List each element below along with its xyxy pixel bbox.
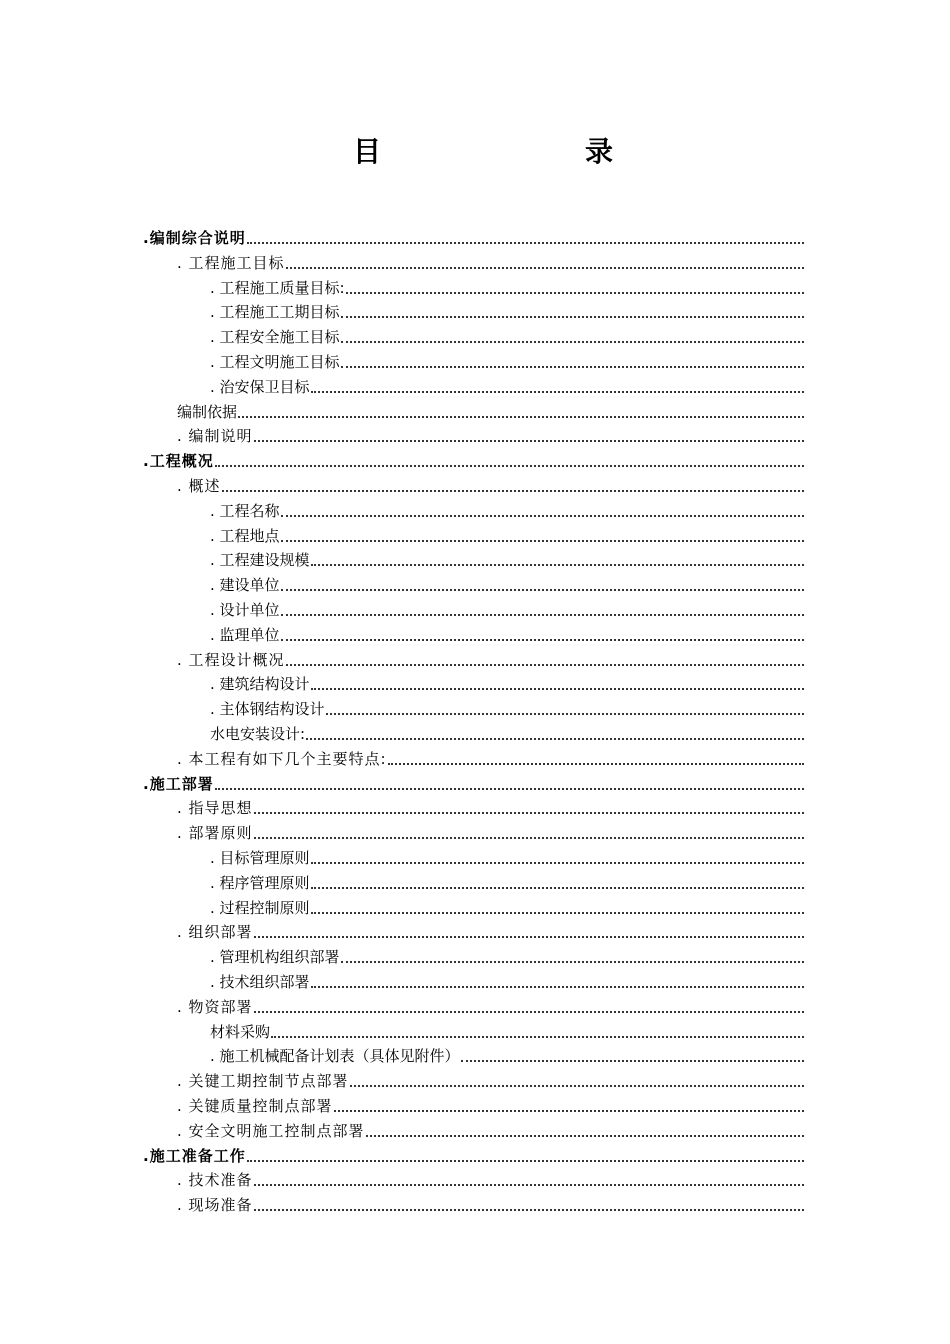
toc-entry-label: . 工程施工目标	[177, 253, 285, 272]
toc-entry[interactable]	[143, 1142, 804, 1167]
toc-entry-label: . 建筑结构设计	[210, 675, 310, 694]
toc-entry[interactable]	[177, 993, 804, 1018]
toc-entry[interactable]	[177, 794, 804, 819]
toc-entry[interactable]	[210, 1042, 804, 1067]
toc-entry[interactable]	[210, 894, 804, 919]
toc-entry-label: . 监理单位	[210, 625, 280, 644]
toc-entry[interactable]	[177, 422, 804, 447]
toc-entry-label: . 管理机构组织部署	[210, 948, 340, 967]
dot-leader	[254, 1011, 804, 1013]
dot-leader	[311, 391, 804, 393]
dot-leader	[247, 242, 804, 244]
toc-entry-label: . 工程地点	[210, 526, 280, 545]
toc-entry-label: . 关键工期控制节点部署	[177, 1072, 349, 1091]
toc-entry[interactable]	[143, 770, 804, 795]
toc-entry-label: . 编制说明	[177, 427, 253, 446]
toc-entry[interactable]	[210, 968, 804, 993]
toc-entry[interactable]	[210, 274, 804, 299]
toc-entry[interactable]	[177, 1117, 804, 1142]
dot-leader	[311, 986, 804, 988]
dot-leader	[350, 1085, 804, 1087]
dot-leader	[254, 1184, 804, 1186]
dot-leader	[366, 1135, 804, 1137]
toc-entry-label: . 概述	[177, 477, 221, 495]
dot-leader	[341, 961, 804, 963]
toc-entry-label: . 工程施工工期目标	[210, 303, 340, 322]
toc-entry-label: . 关键质量控制点部署	[177, 1097, 333, 1115]
toc-entry-label: . 治安保卫目标	[210, 377, 310, 396]
dot-leader	[281, 639, 804, 641]
dot-leader	[247, 1160, 804, 1162]
toc-entry-label: . 部署原则	[177, 824, 253, 843]
dot-leader	[281, 614, 804, 616]
toc-entry[interactable]	[210, 1018, 804, 1043]
dot-leader	[254, 837, 804, 839]
dot-leader	[311, 688, 804, 690]
toc-entry[interactable]	[210, 522, 804, 547]
toc-entry-label: .施工准备工作	[143, 1146, 246, 1165]
dot-leader	[306, 738, 804, 740]
dot-leader	[215, 465, 804, 467]
dot-leader	[222, 490, 804, 492]
toc-entry[interactable]	[177, 1191, 804, 1216]
dot-leader	[311, 862, 804, 864]
toc-entry[interactable]	[210, 298, 804, 323]
toc-entry[interactable]	[177, 918, 804, 943]
dot-leader	[281, 540, 804, 542]
toc-entry[interactable]	[210, 695, 804, 720]
page-title: 目 录	[352, 135, 701, 168]
dot-leader	[254, 812, 804, 814]
toc-entry[interactable]	[210, 844, 804, 869]
toc-entry-label: . 工程设计概况	[177, 650, 285, 669]
dot-leader	[286, 664, 804, 666]
dot-leader	[311, 912, 804, 914]
toc-entry-label: . 组织部署	[177, 923, 253, 942]
toc-entry[interactable]	[210, 571, 804, 596]
toc-entry[interactable]	[143, 224, 804, 249]
toc-entry-label: . 物资部署	[177, 997, 253, 1016]
toc-entry-label: . 过程控制原则	[210, 898, 310, 917]
dot-leader	[461, 1060, 804, 1062]
toc-entry[interactable]	[210, 546, 804, 571]
dot-leader	[254, 440, 804, 442]
dot-leader	[215, 788, 804, 790]
toc-entry-label: .编制综合说明	[143, 229, 246, 247]
toc-entry-label: . 工程安全施工目标	[210, 328, 340, 347]
toc-entry-label: . 主体钢结构设计	[210, 700, 325, 719]
toc-entry-label: . 技术准备	[177, 1171, 253, 1190]
toc-entry[interactable]	[210, 670, 804, 695]
dot-leader	[341, 341, 804, 343]
toc-entry-label: .施工部署	[143, 774, 214, 793]
toc-entry[interactable]	[210, 373, 804, 398]
toc-entry-label: . 工程施工质量目标:	[210, 278, 345, 297]
dot-leader	[286, 267, 804, 269]
toc-entry-label: 编制依据	[177, 402, 238, 421]
dot-leader	[238, 416, 804, 418]
toc-entry-label: 水电安装设计:	[210, 725, 306, 743]
dot-leader	[388, 763, 804, 765]
toc-entry[interactable]	[210, 943, 804, 968]
toc-entry-label: . 程序管理原则	[210, 873, 310, 892]
toc-entry[interactable]	[177, 1092, 804, 1117]
toc-entry-label: . 指导思想	[177, 799, 253, 818]
toc-entry[interactable]	[177, 398, 804, 423]
dot-leader	[334, 1110, 804, 1112]
dot-leader	[281, 589, 804, 591]
toc-entry[interactable]	[210, 869, 804, 894]
toc-entry-label: . 工程文明施工目标	[210, 353, 340, 371]
toc-entry[interactable]	[210, 323, 804, 348]
toc-entry[interactable]	[177, 1166, 804, 1191]
toc-entry[interactable]	[177, 1067, 804, 1092]
toc-entry[interactable]	[177, 819, 804, 844]
toc-entry[interactable]	[177, 745, 804, 770]
toc-entry-label: . 施工机械配备计划表（具体见附件）	[210, 1047, 460, 1066]
dot-leader	[346, 292, 804, 294]
toc-entry-label: .工程概况	[143, 452, 214, 471]
toc-entry-label: 材料采购	[210, 1022, 271, 1041]
dot-leader	[341, 316, 804, 318]
toc-entry[interactable]	[210, 621, 804, 646]
toc-entry[interactable]	[210, 348, 804, 373]
dot-leader	[254, 1209, 804, 1211]
toc-entry-label: . 设计单位	[210, 601, 280, 619]
toc-entry[interactable]	[177, 646, 804, 671]
dot-leader	[311, 564, 804, 566]
toc-entry[interactable]	[210, 596, 804, 621]
toc-entry-label: . 现场准备	[177, 1196, 253, 1215]
toc-entry-label: . 工程名称	[210, 501, 280, 520]
toc-entry-label: . 工程建设规模	[210, 551, 310, 570]
dot-leader	[271, 1036, 804, 1038]
toc-entry-label: . 目标管理原则	[210, 849, 310, 867]
toc-entry-label: . 本工程有如下几个主要特点:	[177, 749, 387, 768]
toc-entry-label: . 安全文明施工控制点部署	[177, 1121, 365, 1140]
dot-leader	[326, 713, 804, 715]
toc-entry[interactable]	[210, 497, 804, 522]
toc-entry[interactable]	[210, 720, 804, 745]
toc-entry-label: . 技术组织部署	[210, 973, 310, 991]
toc-entry[interactable]	[177, 249, 804, 274]
dot-leader	[341, 366, 804, 368]
dot-leader	[311, 887, 804, 889]
toc-entry[interactable]	[143, 447, 804, 472]
toc-entry-label: . 建设单位	[210, 576, 280, 595]
toc-entry[interactable]	[177, 472, 804, 497]
dot-leader	[254, 936, 804, 938]
dot-leader	[281, 515, 804, 517]
